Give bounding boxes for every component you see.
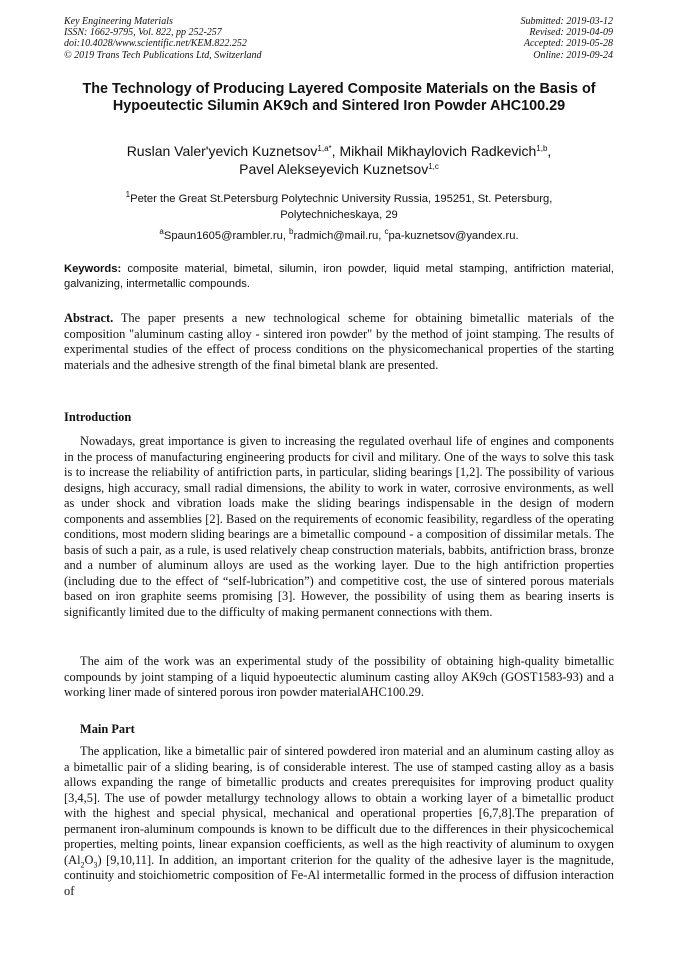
author-name: Pavel Alekseyevich Kuznetsov: [239, 161, 429, 177]
email-address: pa-kuznetsov@yandex.ru: [388, 230, 516, 242]
affiliation-text: Peter the Great St.Petersburg Polytechnic University Russia, 195251, St. Petersburg, Polytechnicheskaya, 29: [130, 193, 553, 221]
main-part-text-continued: ) [9,10,11]. In addition, an important criterion for the quality of the adhesive layer is the magnitude, continuity and stoichiometric composition of Fe-Al intermetallic formed in the process of diffusion interaction of: [64, 852, 614, 898]
author-name: Ruslan Valer'yevich Kuznetsov: [126, 143, 318, 159]
author-affiliation-mark: 1,a*: [317, 144, 332, 153]
publication-dates: [521, 16, 614, 61]
email-address: Spaun1605@rambler.ru: [163, 230, 283, 242]
author-affiliation-mark: 1,b: [536, 144, 548, 153]
email-mark: c: [384, 227, 389, 236]
paper-title: The Technology of Producing Layered Composite Materials on the Basis of Hypoeutectic Silumin AK9ch and Sintered Iron Powder AHC100.29: [82, 81, 596, 115]
submitted-date: Submitted: 2019-03-12: [520, 16, 613, 27]
affiliation: [88, 192, 590, 223]
journal-name: Key Engineering Materials: [64, 16, 173, 27]
author-separator: ,: [547, 143, 552, 159]
keywords-label: Keywords:: [64, 263, 122, 275]
accepted-date: Accepted: 2019-05-28: [523, 38, 613, 50]
main-part-paragraph: [64, 744, 614, 899]
abstract-label: Abstract.: [64, 311, 114, 325]
author-list: [60, 142, 618, 178]
copyright-line: © 2019 Trans Tech Publications Ltd, Switzerland: [64, 49, 262, 61]
email-separator: ,: [282, 230, 290, 242]
email-separator: .: [515, 230, 519, 242]
introduction-aim-paragraph: The aim of the work was an experimental study of the possibility of obtaining high-quality bimetallic compounds by joint stamping of a liquid hypoeutectic aluminum casting alloy AK9ch (GOST1583-93) and a working liner made of sintered porous iron powder materialAHC100.29.: [64, 654, 614, 699]
keywords-text: composite material, bimetal, silumin, iron powder, liquid metal stamping, antifriction material, galvanizing, intermetallic compounds.: [64, 263, 614, 291]
formula-text: O: [84, 852, 94, 867]
online-date: Online: 2019-09-24: [533, 49, 613, 61]
issn-line: ISSN: 1662-9795, Vol. 822, pp 252-257: [64, 27, 222, 39]
abstract-text: The paper presents a new technological scheme for obtaining bimetallic materials of the composition "aluminum casting alloy - sintered iron powder" by the method of joint stamping. The results of experimental studies of the effect of process conditions on the physicomechanical properties of the starting materials and the adhesive strength of the final bimetal blank are presented.: [64, 311, 614, 372]
author-name: Mikhail Mikhaylovich Radkevich: [339, 143, 537, 159]
revised-date: Revised: 2019-04-09: [529, 27, 613, 39]
main-part-text: The application, like a bimetallic pair of sintered powdered iron material and an aluminum casting alloy as a bimetallic pair of a sliding bearing, is of considerable interest. The use of stamped casting alloy as a basis allows expanding the range of bimetallic products and creates prerequisites for improving product quality [3,4,5]. The use of powder metallurgy technology allows to obtain a working layer of a bimetallic product with the highest and special physical, mechanical and operational properties [6,7,8].The preparation of permanent iron-aluminum compounds is known to be difficult due to the differences in their physicochemical properties, melting points, linear expansion coefficients, as well as the high reactivity of aluminum to oxygen (Al: [64, 744, 614, 867]
abstract: [64, 311, 614, 373]
formula-subscript: 2: [80, 859, 85, 869]
author-separator: ,: [331, 143, 340, 159]
email-separator: ,: [378, 230, 385, 242]
journal-info: [64, 16, 262, 61]
email-list: [70, 229, 608, 243]
introduction-paragraph: Nowadays, great importance is given to increasing the regulated overhaul life of engines and components in the process of manufacturing engineering products for civil and military. One of the ways to solve this task is to increase the reliability of antifriction parts, in particular, sliding bearings [1,2]. The possibility of various designs, high accuracy, small radial dimensions, the ability to work in water, corrosive environments, as well as under shock and vibration loads make the sliding bearings indispensable in the design of modern components and assemblies [2]. Based on the requirements of economic feasibility, regardless of the operating conditions, most modern sliding bearings are a bimetallic compound - a composition of dissimilar metals. The basis of such a pair, as a rule, is used relatively cheap construction materials, babbits, antifriction brass, bronze and a number of aluminum alloys are used as the working layer. Due to the high antifriction properties (including due to the effect of “self-lubrication”) and competitive cost, the use of sintered porous materials based on iron graphite seems promising [3]. However, the possibility of using them as bearing inserts is significantly limited due to the difficulty of making permanent connections with them.: [64, 434, 614, 619]
keywords: [64, 262, 614, 293]
main-part-heading: Main Part: [80, 722, 135, 736]
doi-line: doi:10.4028/www.scientific.net/KEM.822.252: [64, 38, 247, 50]
introduction-heading: Introduction: [64, 410, 132, 424]
affiliation-mark: 1: [125, 190, 131, 199]
formula-subscript: 3: [93, 859, 98, 869]
email-address: radmich@mail.ru: [293, 230, 379, 242]
email-mark: a: [159, 227, 164, 236]
email-mark: b: [289, 227, 294, 236]
author-affiliation-mark: 1,c: [428, 162, 439, 171]
